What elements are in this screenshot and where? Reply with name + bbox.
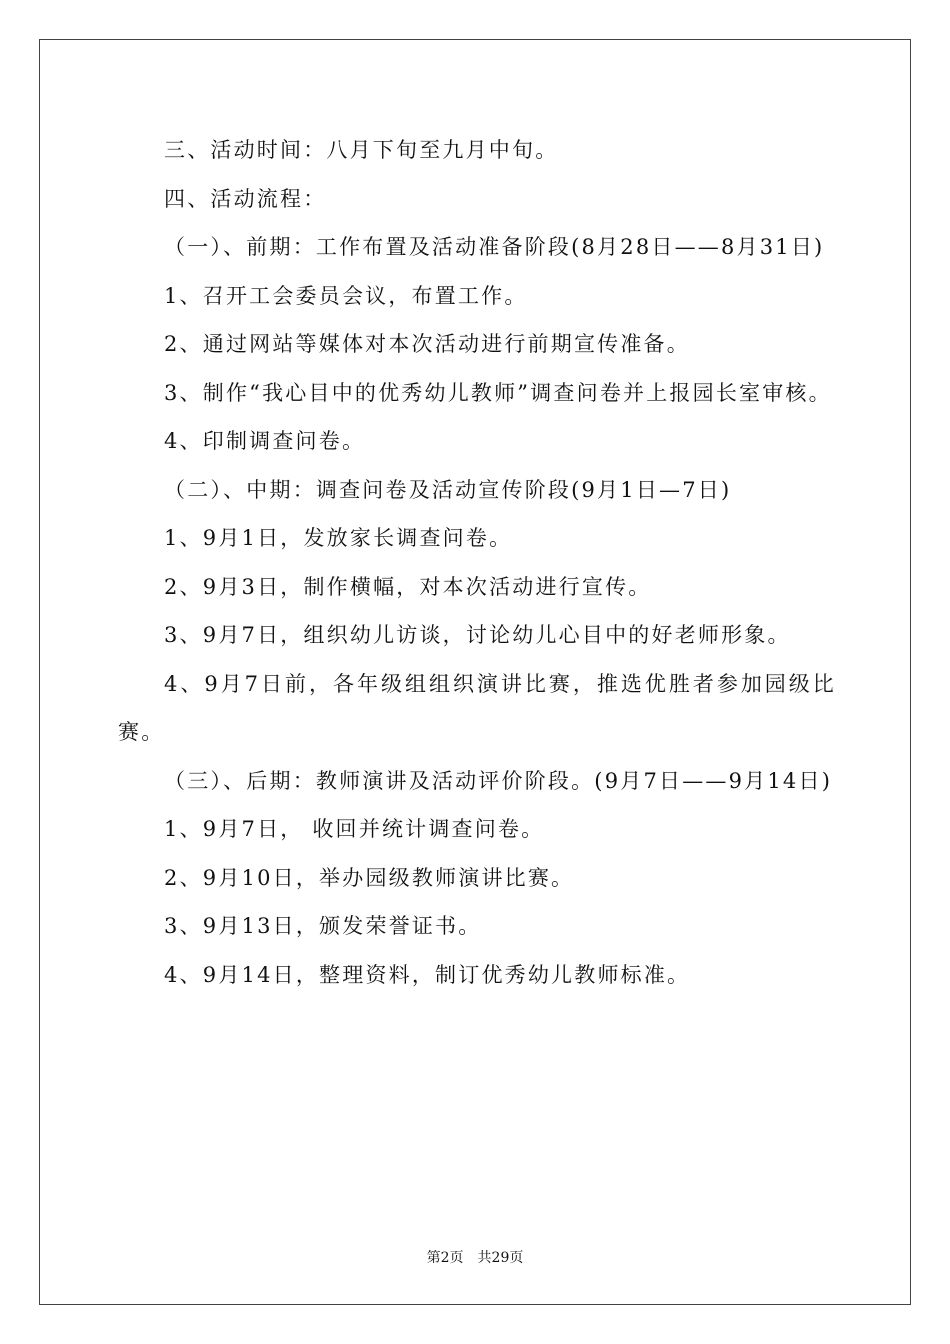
paragraph-activity-time: 三、活动时间：八月下旬至九月中旬。 xyxy=(164,138,559,162)
paragraph-phase-three-item-1: 1、9月7日， 收回并统计调查问卷。 xyxy=(164,817,545,841)
paragraph-phase-one-item-1: 1、召开工会委员会议，布置工作。 xyxy=(164,283,528,308)
paragraph-phase-one-item-3: 3、制作“我心目中的优秀幼儿教师”调查问卷并上报园长室审核。 xyxy=(164,380,832,405)
paragraph-phase-one-heading: （一）、前期：工作布置及活动准备阶段(8月28日——8月31日) xyxy=(164,235,825,259)
paragraph-phase-three-heading: （三）、后期：教师演讲及活动评价阶段。(9月7日——9月14日) xyxy=(164,768,833,793)
paragraph-phase-three-item-2: 2、9月10日，举办园级教师演讲比赛。 xyxy=(164,865,575,890)
paragraph-phase-two-item-1: 1、9月1日，发放家长调查问卷。 xyxy=(164,526,513,550)
paragraph-phase-two-item-2: 2、9月3日，制作横幅，对本次活动进行宣传。 xyxy=(164,574,652,599)
paragraph-phase-two-item-3: 3、9月7日，组织幼儿访谈，讨论幼儿心目中的好老师形象。 xyxy=(164,623,791,647)
paragraph-phase-three-item-4: 4、9月14日，整理资料，制订优秀幼儿教师标准。 xyxy=(164,962,691,987)
page-number-footer: 第2页 共29页 xyxy=(426,1250,524,1266)
paragraph-phase-one-item-2: 2、通过网站等媒体对本次活动进行前期宣传准备。 xyxy=(164,332,690,356)
paragraph-phase-two-heading: （二）、中期：调查问卷及活动宣传阶段(9月1日—7日) xyxy=(164,477,732,502)
document-body xyxy=(118,126,836,999)
paragraph-phase-two-item-4: 4、9月7日前，各年级组组织演讲比赛，推选优胜者参加园级比赛。 xyxy=(118,671,836,744)
paragraph-activity-process-heading: 四、活动流程： xyxy=(164,186,327,211)
paragraph-phase-three-item-3: 3、9月13日，颁发荣誉证书。 xyxy=(164,914,482,938)
paragraph-phase-one-item-4: 4、印制调查问卷。 xyxy=(164,429,366,453)
